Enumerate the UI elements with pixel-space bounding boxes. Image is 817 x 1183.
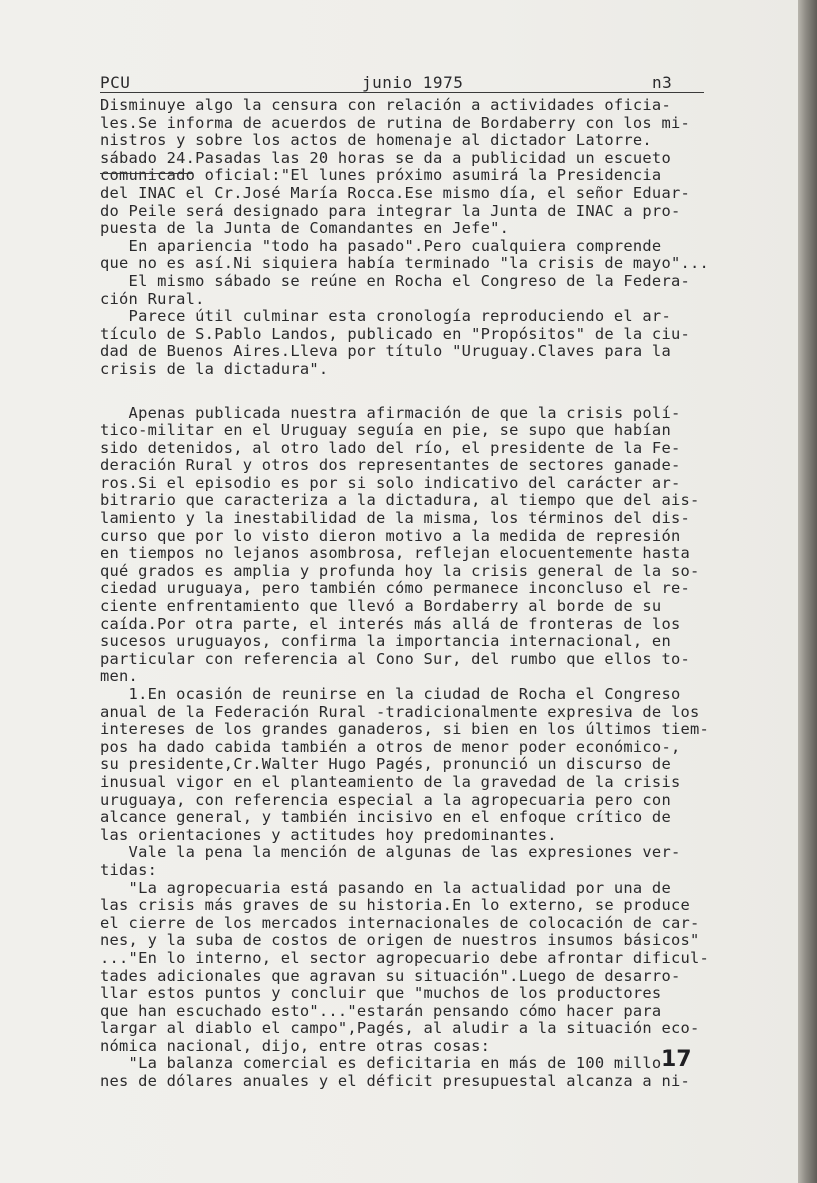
text-line: su presidente,Cr.Walter Hugo Pagés, pronunció un discurso de [100, 755, 671, 774]
text-line: Apenas publicada nuestra afirmación de que la crisis polí- [100, 403, 681, 422]
text-line: lamiento y la inestabilidad de la misma, los términos del dis- [100, 509, 690, 528]
text-line: qué grados es amplia y profunda hoy la crisis general de la so- [100, 561, 700, 580]
body-text [100, 97, 740, 1091]
text-line: en tiempos no lejanos asombrosa, reflejan elocuentemente hasta [100, 544, 690, 563]
text-line: nistros y sobre los actos de homenaje al dictador Latorre. [100, 131, 652, 150]
text-line: tículo de S.Pablo Landos, publicado en "Propósitos" de la ciu- [100, 324, 690, 343]
text-line: nes, y la suba de costos de origen de nuestros insumos básicos" [100, 931, 700, 950]
text-line: intereses de los grandes ganaderos, si bien en los últimos tiem- [100, 720, 710, 739]
text-line: crisis de la dictadura". [100, 359, 329, 378]
text-line: llar estos puntos y concluir que "muchos de los productores [100, 984, 662, 1003]
header-publication: PCU [100, 73, 131, 92]
text-line: largar al diablo el campo",Pagés, al aludir a la situación eco- [100, 1019, 700, 1038]
text-line: Vale la pena la mención de algunas de las expresiones ver- [100, 843, 681, 862]
text-line: dad de Buenos Aires.Lleva por título "Uruguay.Claves para la [100, 342, 671, 361]
text-line: sábado 24.Pasadas las 20 horas se da a publicidad un escueto [100, 148, 671, 167]
text-line: El mismo sábado se reúne en Rocha el Congreso de la Federa- [100, 271, 690, 290]
text-line: 1.En ocasión de reunirse en la ciudad de Rocha el Congreso [100, 685, 681, 703]
text-line: men. [100, 667, 139, 686]
text-line: alcance general, y también incisivo en el enfoque crítico de [100, 808, 671, 827]
text-line: las orientaciones y actitudes hoy predominantes. [100, 825, 557, 844]
text-line: ciente enfrentamiento que llevó a Bordaberry al borde de su [100, 597, 662, 616]
text-line: deración Rural y otros dos representantes de sectores ganade- [100, 456, 681, 475]
text-line: uruguaya, con referencia especial a la agropecuaria pero con [100, 790, 671, 809]
text-line: tidas: [100, 860, 158, 879]
text-line: ción Rural. [100, 289, 205, 308]
text-line: sido detenidos, al otro lado del río, el presidente de la Fe- [100, 438, 681, 457]
text-line: ..."En lo interno, el sector agropecuario debe afrontar dificul- [100, 948, 710, 967]
text-line: Parece útil culminar esta cronología reproduciendo el ar- [100, 307, 671, 326]
text-line: las crisis más graves de su historia.En lo externo, se produce [100, 896, 690, 915]
header-date: junio 1975 [362, 73, 464, 92]
text-line: puesta de la Junta de Comandantes en Jefe". [100, 219, 510, 238]
text-line: curso que por lo visto dieron motivo a la medida de represión [100, 526, 681, 545]
text-line: del INAC el Cr.José María Rocca.Ese mismo día, el señor Eduar- [100, 183, 690, 202]
page-edge-shadow [798, 0, 817, 1183]
text-line: nes de dólares anuales y el déficit presupuestal alcanza a ni- [100, 1072, 690, 1091]
text-line: el cierre de los mercados internacionales de colocación de car- [100, 913, 700, 932]
text-line: comunicado oficial:"El lunes próximo asumirá la Presidencia [100, 166, 662, 185]
header-issue: n3 [652, 73, 673, 92]
page-header [100, 73, 700, 93]
text-line: "La agropecuaria está pasando en la actualidad por una de [100, 878, 671, 897]
date-underline [100, 173, 192, 174]
text-line: tico-militar en el Uruguay seguía en pie, se supo que habían [100, 421, 671, 440]
header-rule [100, 92, 704, 93]
text-line: do Peile será designado para integrar la Junta de INAC a pro- [100, 201, 681, 220]
text-line: que han escuchado esto"..."estarán pensando cómo hacer para [100, 1001, 662, 1020]
text-line: ros.Si el episodio es por si solo indicativo del carácter ar- [100, 473, 681, 492]
text-line: tades adicionales que agravan su situación".Luego de desarro- [100, 966, 681, 985]
text-line: En apariencia "todo ha pasado".Pero cualquiera comprende [100, 236, 662, 255]
text-line: bitrario que caracteriza a la dictadura, al tiempo que del ais- [100, 491, 700, 510]
text-line [100, 379, 740, 405]
text-line: Disminuye algo la censura con relación a actividades oficia- [100, 96, 671, 114]
text-line: caída.Por otra parte, el interés más allá de fronteras de los [100, 614, 681, 633]
text-line: particular con referencia al Cono Sur, del rumbo que ellos to- [100, 649, 690, 668]
text-line: ciedad uruguaya, pero también cómo permanece inconcluso el re- [100, 579, 690, 598]
text-line: inusual vigor en el planteamiento de la gravedad de la crisis [100, 772, 681, 791]
text-line: anual de la Federación Rural -tradicionalmente expresiva de los [100, 702, 700, 721]
text-line: nómica nacional, dijo, entre otras cosas: [100, 1036, 491, 1055]
text-line: que no es así.Ni siquiera había terminado "la crisis de mayo"... [100, 254, 710, 273]
text-line: "La balanza comercial es deficitaria en más de 100 millo- [100, 1054, 671, 1073]
text-line: pos ha dado cabida también a otros de menor poder económico-, [100, 737, 681, 756]
text-line: sucesos uruguayos, confirma la importancia internacional, en [100, 632, 671, 651]
text-line: les.Se informa de acuerdos de rutina de Bordaberry con los mi- [100, 113, 690, 132]
page-number: 17 [661, 1047, 692, 1072]
